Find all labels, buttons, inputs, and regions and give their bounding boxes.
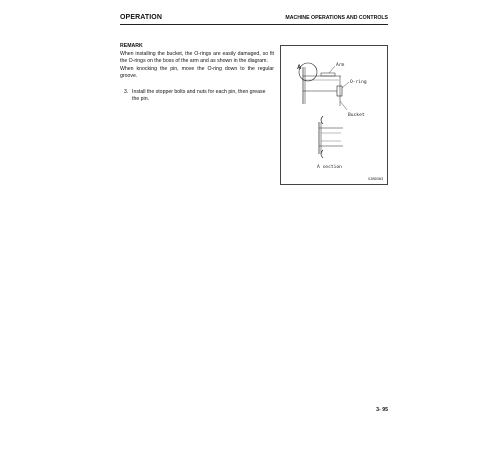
remark-paragraph-1: When installing the bucket, the O-rings are easily damaged, so fit the O-rings on the boss of the arm and as shown in the diagram. — [120, 51, 274, 65]
arm-leader — [329, 66, 335, 73]
label-a-section: A section — [317, 165, 342, 170]
section-title: OPERATION — [120, 14, 162, 21]
label-arm: Arm — [336, 63, 345, 68]
header-divider — [120, 24, 388, 25]
remark-heading: REMARK — [120, 43, 143, 49]
diagram-drawing — [281, 46, 387, 184]
remark-paragraph-2: When knocking the pin, move the O-ring down to the regular groove. — [120, 66, 274, 80]
figure-code: SJB0303 — [368, 177, 384, 181]
o-ring-leader — [342, 82, 349, 88]
label-bucket: Bucket — [348, 113, 365, 118]
label-o-ring: O-ring — [350, 80, 367, 85]
section-o-ring-bottom — [321, 150, 323, 158]
bucket-leader — [340, 101, 347, 110]
section-o-ring-top — [321, 116, 323, 124]
instruction-step — [120, 89, 274, 104]
o-ring-part — [337, 86, 342, 96]
step-text: Install the stopper bolts and nuts for each pin, then grease the pin. — [132, 89, 266, 103]
o-ring-diagram — [280, 45, 388, 185]
step-number: 3. — [124, 89, 129, 95]
label-a: A — [297, 65, 302, 71]
detail-circle-a — [299, 63, 317, 81]
chapter-title: MACHINE OPERATIONS AND CONTROLS — [285, 15, 388, 21]
page-number: 3- 95 — [376, 407, 388, 413]
arm-part — [321, 73, 335, 76]
